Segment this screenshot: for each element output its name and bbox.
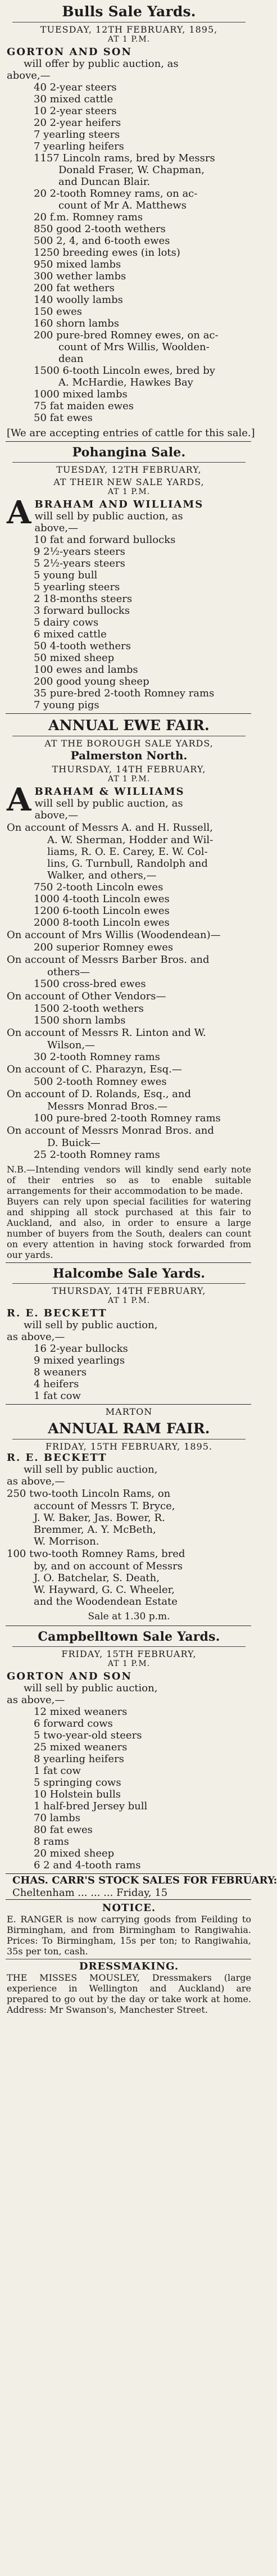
divider (12, 1283, 246, 1284)
lot-item: 7 yearling heifers (34, 141, 124, 152)
ramfair-place: MARTON (105, 1406, 153, 1417)
lot-item: 6 mixed cattle (34, 628, 107, 640)
lot-line: On account of C. Pharazyn, Esq.— (7, 1063, 182, 1075)
lot-item: 5 springing cows (34, 1777, 121, 1789)
lot-item: 5 two-year-old steers (34, 1730, 142, 1741)
divider (12, 462, 246, 463)
lot-item: 9 mixed yearlings (34, 1355, 125, 1366)
lot-line: 100 two-tooth Romney Rams, bred (7, 1548, 185, 1560)
lot-item: 70 lambs (34, 1812, 80, 1824)
campbelltown-time: AT 1 P.M. (107, 1659, 151, 1668)
lot-item: 30 mixed cattle (34, 93, 113, 105)
lot-line: 1500 2-tooth wethers (34, 1003, 144, 1015)
halcombe-item-list (7, 1343, 251, 1402)
lead-text: will sell by public auction, (24, 1319, 158, 1331)
lot-item: 50 mixed sheep (34, 652, 115, 664)
lot-line: account of Messrs T. Bryce, (34, 1500, 175, 1512)
divider (6, 713, 251, 714)
auctioneer-name: GORTON AND SON (7, 46, 132, 58)
drop-cap: A (7, 781, 31, 818)
lot-line: J. W. Baker, Jas. Bower, R. (34, 1512, 165, 1524)
lot-item: 1000 mixed lambs (34, 388, 128, 400)
ewefair-section (0, 717, 257, 1260)
campbelltown-section (0, 1629, 257, 1871)
bulls-lead (7, 46, 251, 82)
lot-item: and Duncan Blair. (58, 176, 151, 188)
lot-line: 1500 cross-bred ewes (34, 978, 146, 990)
lead-text: will sell by public auction, (24, 1464, 158, 1475)
lot-item: A. McHardie, Hawkes Bay (58, 377, 193, 388)
auctioneer-name: GORTON AND SON (7, 1670, 132, 1682)
lot-item: 8 yearling heifers (34, 1753, 124, 1765)
lot-item: 80 fat ewes (34, 1824, 93, 1836)
pohangina-section (0, 445, 257, 711)
pohangina-item-list (7, 534, 251, 711)
ewefair-date: THURSDAY, 14TH FEBRUARY, (52, 764, 206, 775)
lot-line: 30 2-tooth Romney rams (34, 1051, 160, 1063)
lot-item: 1 half-bred Jersey bull (34, 1800, 148, 1812)
auctioneer-name: R. E. BECKETT (7, 1307, 107, 1319)
campbelltown-item-list (7, 1706, 251, 1871)
ramfair-title: ANNUAL RAM FAIR. (48, 1420, 210, 1437)
ramfair-lead (7, 1452, 251, 1487)
lot-line: 200 superior Romney ewes (34, 941, 174, 953)
pohangina-title: Pohangina Sale. (72, 445, 186, 460)
halcombe-section (0, 1266, 257, 1402)
ewefair-title: ANNUAL EWE FAIR. (48, 717, 210, 734)
divider (6, 1404, 251, 1405)
lot-item: count of Mrs Willis, Woolden- (58, 341, 210, 353)
campbelltown-title: Campbelltown Sale Yards. (38, 1629, 220, 1644)
lot-item: 16 2-year bullocks (34, 1343, 128, 1355)
carr-title: CHAS. CARR'S STOCK SALES FOR FEBRUARY: (12, 1875, 277, 1886)
divider (6, 441, 251, 442)
ramfair-section (0, 1406, 257, 1622)
ramfair-date: FRIDAY, 15TH FEBRUARY, 1895. (45, 1441, 213, 1452)
carr-line: Cheltenham ... ... ... Friday, 15 (12, 1887, 168, 1899)
lot-line: 1500 shorn lambs (34, 1015, 126, 1026)
lot-item: Donald Fraser, W. Chapman, (58, 164, 205, 176)
drop-cap: A (7, 494, 31, 531)
lot-item: 200 pure-bred Romney ewes, on ac- (34, 329, 219, 341)
bulls-time: AT 1 P.M. (107, 35, 151, 44)
lot-line: D. Buick— (47, 1137, 101, 1149)
lot-item: 8 rams (34, 1836, 69, 1848)
lot-item: 25 mixed weaners (34, 1741, 128, 1753)
lot-item: 20 f.m. Romney rams (34, 211, 143, 223)
lot-item: 3 forward bullocks (34, 605, 130, 617)
lot-item: 100 ewes and lambs (34, 664, 138, 676)
lot-line: On account of Messrs Barber Bros. and (7, 954, 210, 966)
notice-title: NOTICE. (102, 1902, 156, 1914)
lead-text: above,— (7, 70, 51, 82)
lot-item: 40 2-year steers (34, 82, 117, 93)
lot-item: 500 2, 4, and 6-tooth ewes (34, 235, 170, 247)
lead-text: will offer by public auction, as (24, 58, 179, 70)
lot-item: 20 2-tooth Romney rams, on ac- (34, 188, 198, 200)
lot-line: lins, G. Turnbull, Randolph and (47, 858, 208, 870)
lot-item: 150 ewes (34, 306, 83, 318)
lot-item: 10 2-year steers (34, 105, 117, 117)
divider (6, 1262, 251, 1263)
lot-line: 2000 8-tooth Lincoln ewes (34, 917, 170, 929)
lot-item: 140 woolly lambs (34, 294, 123, 306)
lot-line: On account of D. Rolands, Esq., and (7, 1088, 191, 1100)
ewefair-time: AT 1 P.M. (107, 775, 151, 784)
lot-item: 1250 breeding ewes (in lots) (34, 247, 180, 259)
lot-line: others— (47, 966, 90, 978)
lot-line: 25 2-tooth Romney rams (34, 1149, 160, 1161)
auctioneer-name: BRAHAM & WILLIAMS (34, 786, 185, 798)
lead-text: will sell by public auction, (24, 1682, 158, 1694)
lot-item: 950 mixed lambs (34, 259, 121, 270)
lot-item: 300 wether lambs (34, 270, 126, 282)
lot-item: 20 mixed sheep (34, 1848, 115, 1859)
dress-title: DRESSMAKING. (79, 1961, 179, 1972)
lead-text: as above,— (7, 1475, 65, 1487)
lot-item: 6 2 and 4-tooth rams (34, 1859, 141, 1871)
bulls-section (0, 3, 257, 439)
lot-line: W. Morrison. (34, 1536, 99, 1547)
lot-line: A. W. Sherman, Hodder and Wil- (47, 834, 214, 846)
lot-line: 1000 4-tooth Lincoln ewes (34, 893, 170, 905)
lot-line: by, and on account of Messrs (34, 1560, 183, 1572)
carr-section (6, 1873, 277, 1900)
lot-line: On account of Mrs Willis (Woodendean)— (7, 929, 221, 941)
halcombe-time: AT 1 P.M. (107, 1296, 151, 1305)
lot-line: Messrs Monrad Bros.— (47, 1101, 168, 1112)
lot-item: 9 2½-years steers (34, 546, 125, 558)
notice-text: E. RANGER is now carrying goods from Feilding to Birmingham, and from Birmingham to Rangiwahia. Prices: To Birmingham, 15s per ton; to Rangiwahia, 35s per ton, cash. (7, 1914, 251, 1957)
lot-item: 160 shorn lambs (34, 318, 119, 329)
lot-item: 1 fat cow (34, 1765, 81, 1777)
lot-item: 6 forward cows (34, 1718, 113, 1730)
lot-line: 500 2-tooth Romney ewes (34, 1076, 167, 1088)
lot-line: On account of Other Vendors— (7, 990, 166, 1002)
divider (12, 1646, 246, 1647)
dress-section (0, 1961, 257, 2015)
pohangina-time: AT 1 P.M. (107, 487, 151, 496)
campbelltown-date: FRIDAY, 15TH FEBRUARY, (61, 1649, 197, 1659)
ewefair-place1: AT THE BOROUGH SALE YARDS, (44, 738, 214, 749)
halcombe-date: THURSDAY, 14TH FEBRUARY, (52, 1285, 206, 1296)
newspaper-column (0, 3, 277, 2576)
lot-line: J. O. Batchelar, S. Death, (34, 1572, 160, 1584)
notice-section (0, 1902, 257, 1957)
bulls-footer: [We are accepting entries of cattle for this sale.] (7, 427, 255, 439)
ewefair-buyers: Buyers can rely upon special facilities for watering and shipping all stock purchased at this fair to Auckland, and also, in order to ensure a large number of buyers from the South, dealers can count on every attention in having stock forwarded from our yards. (7, 1196, 251, 1260)
pohangina-place: AT THEIR NEW SALE YARDS, (53, 477, 205, 487)
ewefair-line-list (7, 822, 251, 1161)
lot-item: 8 weaners (34, 1366, 87, 1378)
lot-item: 5 young bull (34, 569, 98, 581)
lot-item: 5 yearling steers (34, 581, 120, 593)
lot-item: 4 heifers (34, 1378, 79, 1390)
pohangina-lead (7, 494, 251, 534)
lot-line: 750 2-tooth Lincoln ewes (34, 881, 164, 893)
ewefair-place2: Palmerston North. (70, 749, 188, 762)
lot-item: 7 young pigs (34, 699, 99, 711)
lot-item: count of Mr A. Matthews (58, 200, 187, 211)
ewefair-nb: N.B.—Intending vendors will kindly send early note of their entries so as to enable suitable arrangements for their accommodation to be made. (7, 1164, 251, 1196)
lot-item: 1157 Lincoln rams, bred by Messrs (34, 152, 215, 164)
lead-text: will sell by public auction, as (34, 798, 183, 809)
lot-line: Bremmer, A. Y. McBeth, (34, 1524, 156, 1536)
lot-item: 5 2½-years steers (34, 558, 125, 569)
lot-item: 50 4-tooth wethers (34, 640, 131, 652)
lot-line: On account of Messrs R. Linton and W. (7, 1027, 206, 1039)
lot-item: 10 Holstein bulls (34, 1789, 121, 1800)
lot-line: 1200 6-tooth Lincoln ewes (34, 905, 170, 917)
lot-line: On account of Messrs A. and H. Russell, (7, 822, 213, 834)
lot-item: 850 good 2-tooth wethers (34, 223, 166, 235)
lot-line: Wilson,— (47, 1039, 96, 1051)
lead-text: as above,— (7, 1331, 65, 1343)
halcombe-lead (7, 1307, 251, 1343)
lot-line: liams, R. O. E. Carey, E. W. Col- (47, 846, 208, 858)
lot-item: 12 mixed weaners (34, 1706, 128, 1718)
lot-item: 7 yearling steers (34, 129, 120, 141)
lot-line: W. Hayward, G. C. Wheeler, (34, 1584, 175, 1596)
lot-line: Walker, and others,— (47, 870, 157, 881)
lead-text: as above,— (7, 1694, 65, 1706)
campbelltown-lead (7, 1670, 251, 1706)
lot-item: 10 fat and forward bullocks (34, 534, 176, 546)
lot-line: On account of Messrs Monrad Bros. and (7, 1125, 214, 1137)
pohangina-date: TUESDAY, 12TH FEBRUARY, (56, 464, 202, 475)
auctioneer-name: R. E. BECKETT (7, 1452, 107, 1464)
lot-item: dean (58, 353, 84, 365)
lot-line: 100 pure-bred 2-tooth Romney rams (34, 1112, 221, 1124)
halcombe-title: Halcombe Sale Yards. (52, 1266, 206, 1281)
lot-item: 1500 6-tooth Lincoln ewes, bred by (34, 365, 215, 377)
ewefair-lead (7, 781, 251, 821)
lead-text: above,— (34, 522, 79, 534)
bulls-date: TUESDAY, 12TH FEBRUARY, 1895, (40, 24, 218, 35)
bulls-title: Bulls Sale Yards. (62, 3, 196, 20)
lot-item: 35 pure-bred 2-tooth Romney rams (34, 687, 215, 699)
lot-item: 2 18-months steers (34, 593, 133, 605)
auctioneer-name: BRAHAM AND WILLIAMS (34, 499, 204, 510)
ramfair-line-list (7, 1488, 251, 1608)
dress-text: THE MISSES MOUSLEY, Dressmakers (large experience in Wellington and Auckland) are prepared to go out by the day or take work at home. Address: Mr Swanson's, Manchester Street. (7, 1972, 251, 2015)
lot-item: 5 dairy cows (34, 617, 99, 628)
lot-item: 1 fat cow (34, 1390, 81, 1402)
lead-text: will sell by public auction, as (34, 510, 183, 522)
bulls-item-list (7, 82, 251, 424)
lot-line: 250 two-tooth Lincoln Rams, on (7, 1488, 171, 1500)
lot-item: 200 fat wethers (34, 282, 115, 294)
lot-item: 20 2-year heifers (34, 117, 121, 129)
lot-item: 50 fat ewes (34, 412, 93, 424)
lead-text: above,— (34, 809, 79, 821)
lot-item: 200 good young sheep (34, 676, 149, 687)
lot-item: 75 fat maiden ewes (34, 400, 134, 412)
lot-line: and the Woodendean Estate (34, 1596, 178, 1608)
ramfair-sale-time: Sale at 1.30 p.m. (88, 1611, 170, 1622)
